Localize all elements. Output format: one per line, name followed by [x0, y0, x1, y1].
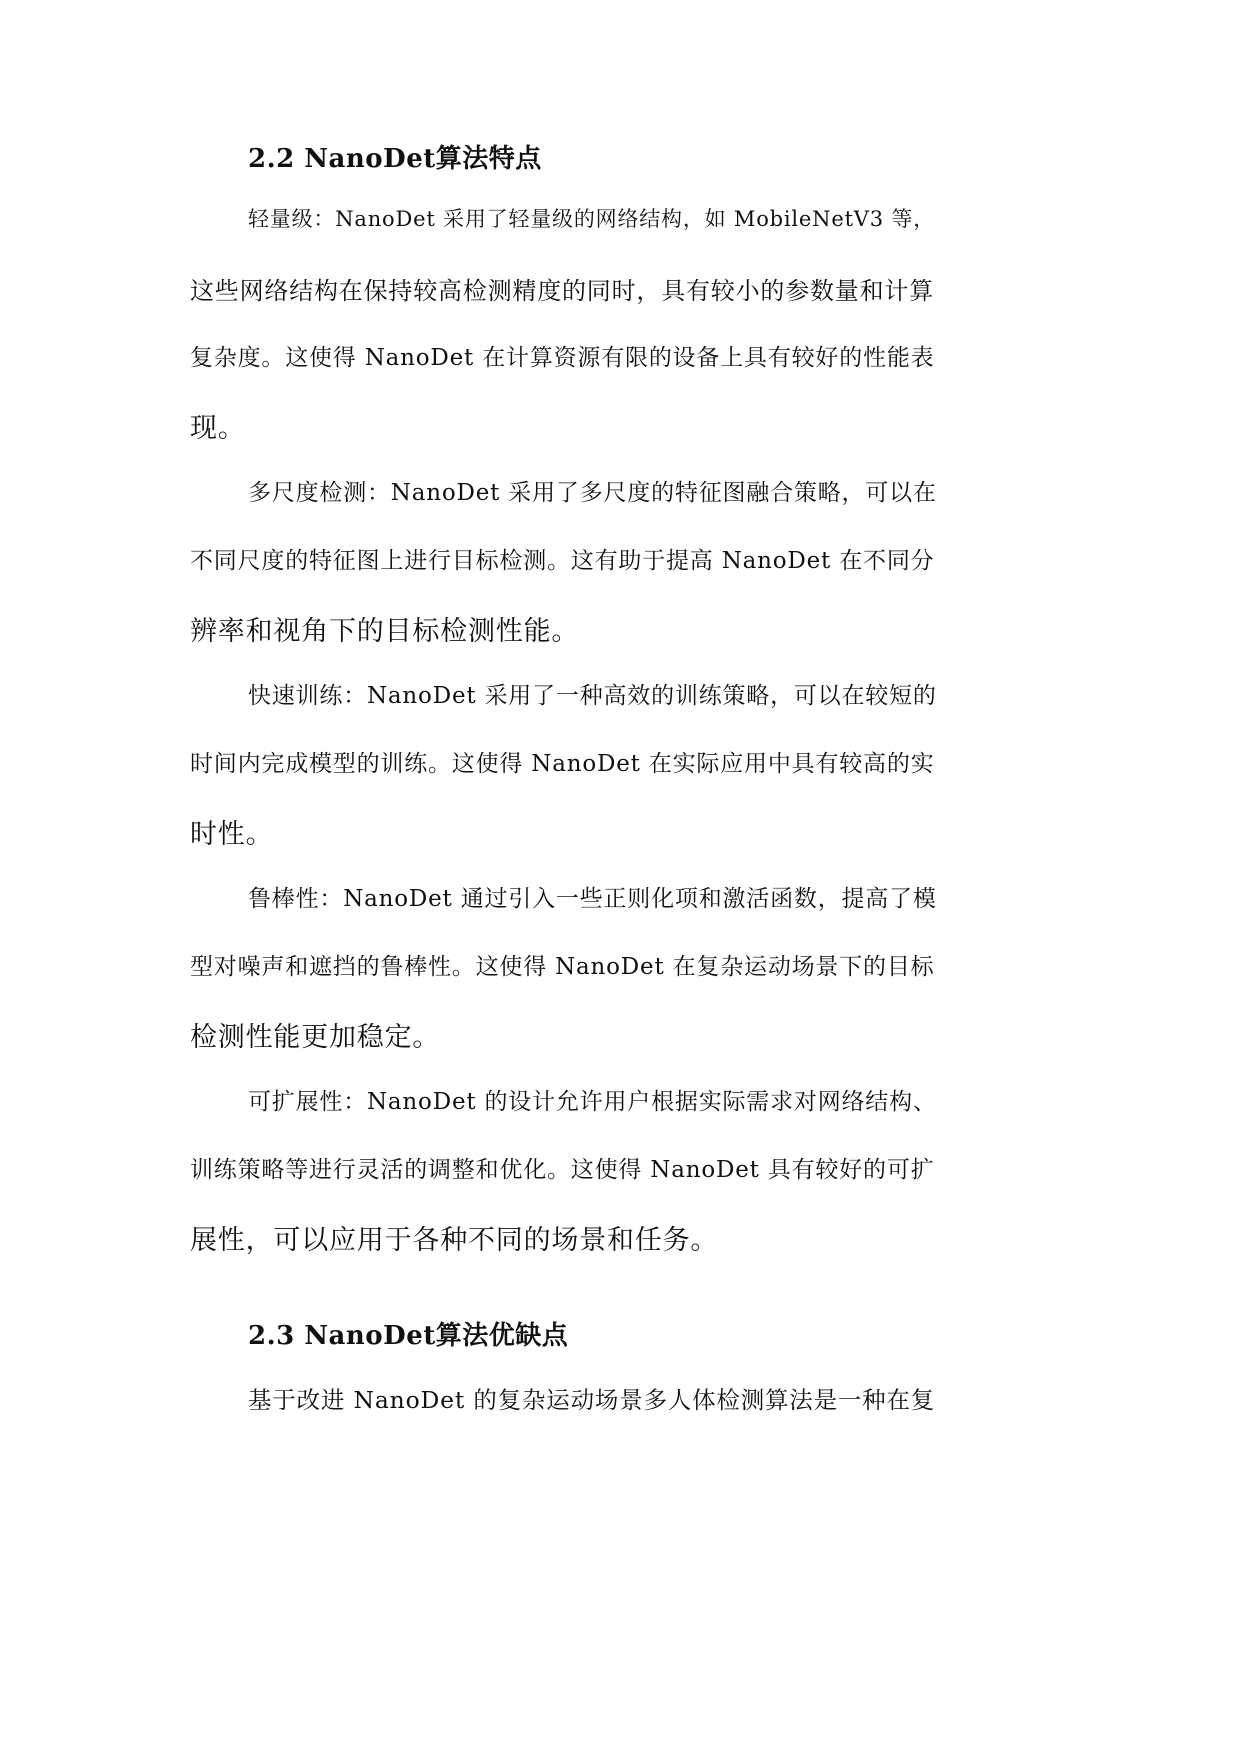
paragraph-line: 鲁棒性：NanoDet 通过引入一些正则化项和激活函数，提高了模	[248, 886, 937, 912]
paragraph-line: 这些网络结构在保持较高检测精度的同时，具有较小的参数量和计算	[190, 277, 934, 305]
paragraph-line: 时性。	[190, 819, 274, 850]
paragraph-line: 快速训练：NanoDet 采用了一种高效的训练策略，可以在较短的	[248, 683, 937, 709]
paragraph-line: 不同尺度的特征图上进行目标检测。这有助于提高 NanoDet 在不同分	[190, 548, 935, 574]
paragraph-line: 可扩展性：NanoDet 的设计允许用户根据实际需求对网络结构、	[248, 1089, 937, 1115]
paragraph-line: 多尺度检测：NanoDet 采用了多尺度的特征图融合策略，可以在	[248, 480, 937, 506]
section-heading-2-3: 2.3 NanoDet算法优缺点	[248, 1321, 569, 1351]
section-heading-2-2: 2.2 NanoDet算法特点	[248, 144, 542, 174]
paragraph-line: 展性，可以应用于各种不同的场景和任务。	[190, 1225, 719, 1256]
paragraph-line: 现。	[190, 413, 246, 444]
paragraph-line: 轻量级：NanoDet 采用了轻量级的网络结构，如 MobileNetV3 等，	[248, 207, 936, 231]
paragraph-line: 训练策略等进行灵活的调整和优化。这使得 NanoDet 具有较好的可扩	[190, 1157, 935, 1183]
paragraph-line: 基于改进 NanoDet 的复杂运动场景多人体检测算法是一种在复	[248, 1386, 936, 1414]
paragraph-line: 检测性能更加稳定。	[190, 1022, 441, 1053]
paragraph-line: 辨率和视角下的目标检测性能。	[190, 616, 580, 647]
paragraph-line: 时间内完成模型的训练。这使得 NanoDet 在实际应用中具有较高的实	[190, 751, 935, 777]
paragraph-line: 复杂度。这使得 NanoDet 在计算资源有限的设备上具有较好的性能表	[190, 345, 935, 371]
paragraph-line: 型对噪声和遮挡的鲁棒性。这使得 NanoDet 在复杂运动场景下的目标	[190, 954, 935, 980]
